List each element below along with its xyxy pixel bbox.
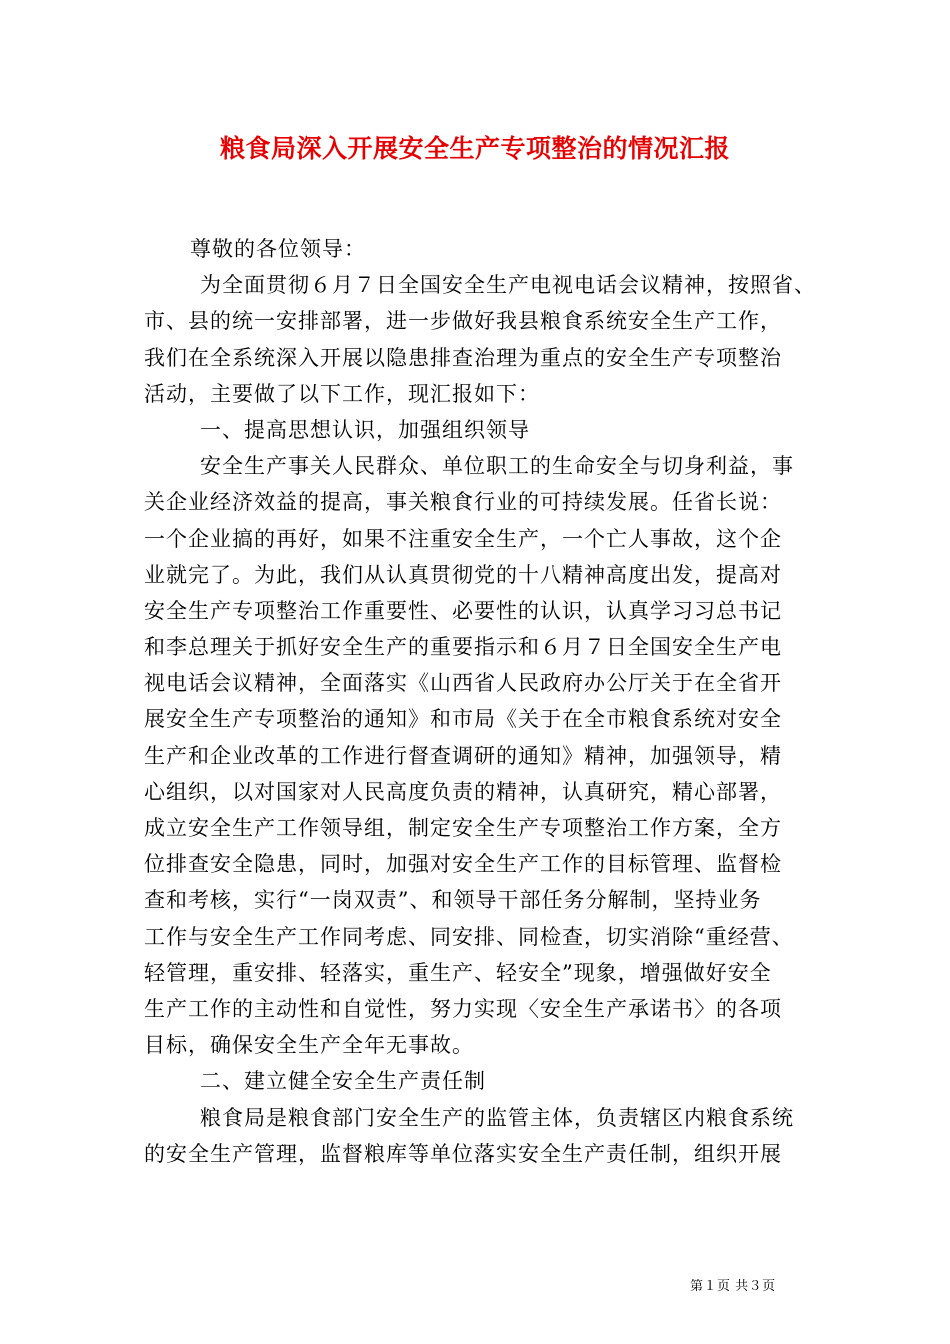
body-line: 轻管理，重安排、轻落实，重生产、轻安全”现象，增强做好安全 xyxy=(144,960,772,985)
page-number: 第１页 共３页 xyxy=(690,1279,776,1294)
body-line: 安全生产事关人民群众、单位职工的生命安全与切身利益，事 xyxy=(200,454,794,479)
body-line: 生产和企业改革的工作进行督查调研的通知》精神，加强领导，精 xyxy=(144,743,782,768)
body-line: 业就完了。为此，我们从认真贯彻党的十八精神高度出发，提高对 xyxy=(144,562,782,587)
document-body xyxy=(144,231,814,1172)
body-line: 展安全生产专项整治的通知》和市局《关于在全市粮食系统对安全 xyxy=(144,707,782,732)
body-line: 视电话会议精神，全面落实《山西省人民政府办公厅关于在全省开 xyxy=(144,671,782,696)
section-heading-1: 一、提高思想认识，加强组织领导 xyxy=(200,417,530,442)
body-line: 查和考核，实行“一岗双责”、和领导干部任务分解制，坚持业务 xyxy=(144,888,762,913)
document-title: 粮食局深入开展安全生产专项整治的情况汇报 xyxy=(219,134,730,163)
body-line: 关企业经济效益的提高，事关粮食行业的可持续发展。任省长说： xyxy=(144,490,782,515)
section-heading-2: 二、建立健全安全生产责任制 xyxy=(200,1069,486,1094)
body-line: 的安全生产管理，监督粮库等单位落实安全生产责任制，组织开展 xyxy=(144,1141,782,1166)
salutation: 尊敬的各位领导： xyxy=(190,237,366,261)
body-line: 市、县的统一安排部署，进一步做好我县粮食系统安全生产工作， xyxy=(144,309,782,334)
body-line: 我们在全系统深入开展以隐患排查治理为重点的安全生产专项整治 xyxy=(144,345,782,370)
body-line: 安全生产专项整治工作重要性、必要性的认识，认真学习习总书记 xyxy=(144,598,782,623)
body-line: 和李总理关于抓好安全生产的重要指示和６月７日全国安全生产电 xyxy=(144,635,782,660)
body-line: 活动，主要做了以下工作，现汇报如下： xyxy=(144,381,540,406)
body-line: 粮食局是粮食部门安全生产的监管主体，负责辖区内粮食系统 xyxy=(200,1105,794,1130)
body-line: 目标，确保安全生产全年无事故。 xyxy=(144,1033,474,1058)
body-line: 工作与安全生产工作同考虑、同安排、同检查，切实消除“重经营、 xyxy=(144,924,794,949)
body-line: 位排查安全隐患，同时，加强对安全生产工作的目标管理、监督检 xyxy=(144,852,782,877)
body-line: 一个企业搞的再好，如果不注重安全生产，一个亡人事故，这个企 xyxy=(144,526,782,551)
body-line: 生产工作的主动性和自觉性，努力实现〈安全生产承诺书〉的各项 xyxy=(144,996,782,1021)
body-line: 成立安全生产工作领导组，制定安全生产专项整治工作方案，全方 xyxy=(144,816,782,840)
body-line: 为全面贯彻６月７日全国安全生产电视电话会议精神，按照省、 xyxy=(200,273,816,298)
body-line: 心组织，以对国家对人民高度负责的精神，认真研究，精心部署， xyxy=(144,779,782,804)
